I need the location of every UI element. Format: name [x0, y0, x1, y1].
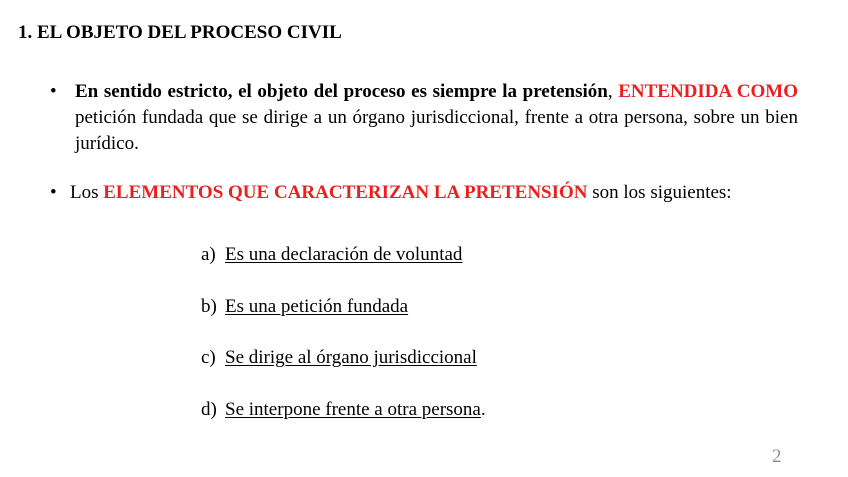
elements-list — [201, 242, 486, 448]
bullet-marker: • — [50, 81, 57, 102]
lead-text: Los — [70, 182, 104, 203]
list-marker: c) — [201, 347, 216, 368]
highlight-entendida-como: ENTENDIDA COMO — [618, 81, 799, 102]
bold-statement: En sentido estricto, el objeto del proceso es siempre la pretensión — [75, 81, 608, 102]
list-marker: d) — [201, 398, 217, 420]
list-marker: a) — [201, 244, 216, 265]
list-item — [201, 345, 486, 371]
bullet-elements-intro — [50, 180, 798, 206]
list-marker: b) — [201, 295, 217, 317]
list-item-suffix: . — [480, 398, 486, 420]
list-item — [201, 294, 486, 320]
list-item-text: Es una declaración de voluntad — [225, 244, 463, 265]
page-number: 2 — [772, 446, 782, 467]
list-item — [201, 397, 486, 423]
slide-title: 1. EL OBJETO DEL PROCESO CIVIL — [18, 22, 342, 43]
list-item — [201, 242, 486, 268]
list-item-text: Es una petición fundada — [225, 295, 409, 317]
bullet-object-definition — [50, 79, 798, 157]
comma-separator: , — [607, 81, 619, 102]
bullet-marker: • — [50, 182, 57, 203]
intro-rest: son los siguientes: — [587, 182, 732, 203]
list-item-text: Se interpone frente a otra persona — [225, 398, 481, 420]
bullet-text — [75, 79, 798, 157]
list-item-text: Se dirige al órgano jurisdiccional — [225, 347, 477, 368]
bullet-text — [70, 180, 798, 206]
definition-rest: petición fundada que se dirige a un órgano jurisdiccional, frente a otra persona, sobre un bien jurídico. — [75, 107, 798, 154]
highlight-elements: ELEMENTOS QUE CARACTERIZAN LA PRETENSIÓN — [103, 182, 588, 203]
